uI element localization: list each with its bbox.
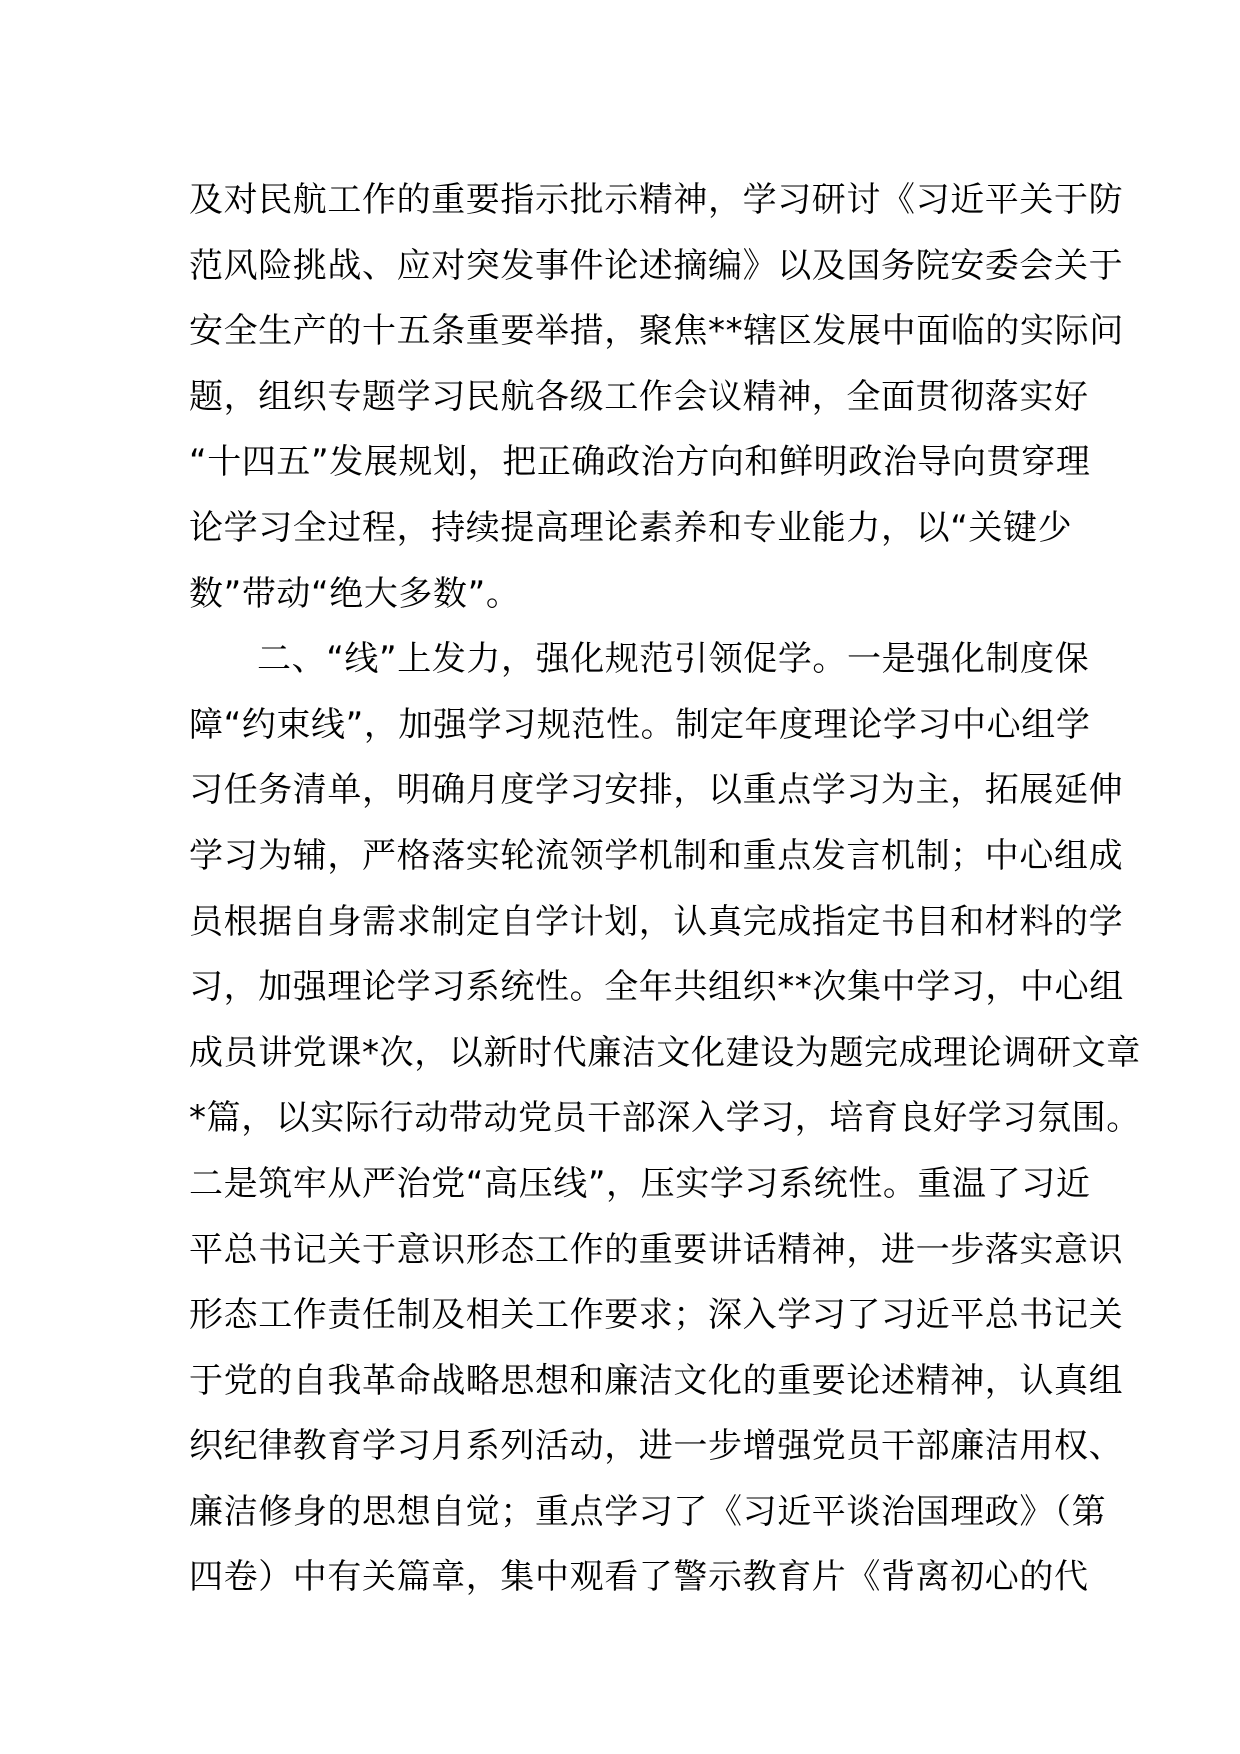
text-line: 员根据自身需求制定自学计划，认真完成指定书目和材料的学 — [189, 901, 1124, 942]
text-line: 平总书记关于意识形态工作的重要讲话精神，进一步落实意识 — [189, 1229, 1124, 1270]
text-line: 数”带动“绝大多数”。 — [189, 573, 521, 614]
text-line: 织纪律教育学习月系列活动，进一步增强党员干部廉洁用权、 — [189, 1426, 1124, 1467]
body-text — [189, 168, 1141, 1611]
text-line: 二是筑牢从严治党“高压线”，压实学习系统性。重温了习近 — [189, 1163, 1091, 1204]
text-line: 形态工作责任制及相关工作要求；深入学习了习近平总书记关 — [189, 1295, 1124, 1336]
text-line: 论学习全过程，持续提高理论素养和专业能力，以“关键少 — [189, 507, 1073, 548]
text-line: 习任务清单，明确月度学习安排，以重点学习为主，拓展延伸 — [189, 770, 1124, 811]
text-line: 题，组织专题学习民航各级工作会议精神，全面贯彻落实好 — [189, 376, 1089, 417]
text-line: 范风险挑战、应对突发事件论述摘编》以及国务院安委会关于 — [189, 245, 1124, 286]
text-line: 及对民航工作的重要指示批示精神，学习研讨《习近平关于防 — [189, 180, 1124, 220]
text-line: *篇，以实际行动带动党员干部深入学习，培育良好学习氛围。 — [189, 1098, 1141, 1139]
text-line: 成员讲党课*次，以新时代廉洁文化建设为题完成理论调研文章 — [189, 1032, 1141, 1073]
text-line: 于党的自我革命战略思想和廉洁文化的重要论述精神，认真组 — [189, 1360, 1124, 1401]
text-line: 障“约束线”，加强学习规范性。制定年度理论学习中心组学 — [189, 704, 1091, 745]
text-line: 廉洁修身的思想自觉；重点学习了《习近平谈治国理政》（第 — [189, 1491, 1107, 1532]
paragraph-first-line: 二、“线”上发力，强化规范引领促学。一是强化制度保 — [257, 639, 1090, 680]
text-line: 安全生产的十五条重要举措，聚焦**辖区发展中面临的实际问 — [189, 311, 1124, 352]
text-line: 习，加强理论学习系统性。全年共组织**次集中学习，中心组 — [189, 967, 1124, 1008]
text-line: “十四五”发展规划，把正确政治方向和鲜明政治导向贯穿理 — [189, 442, 1091, 483]
text-line: 四卷）中有关篇章，集中观看了警示教育片《背离初心的代 — [189, 1557, 1089, 1598]
text-line: 学习为辅，严格落实轮流领学机制和重点发言机制；中心组成 — [189, 835, 1124, 876]
